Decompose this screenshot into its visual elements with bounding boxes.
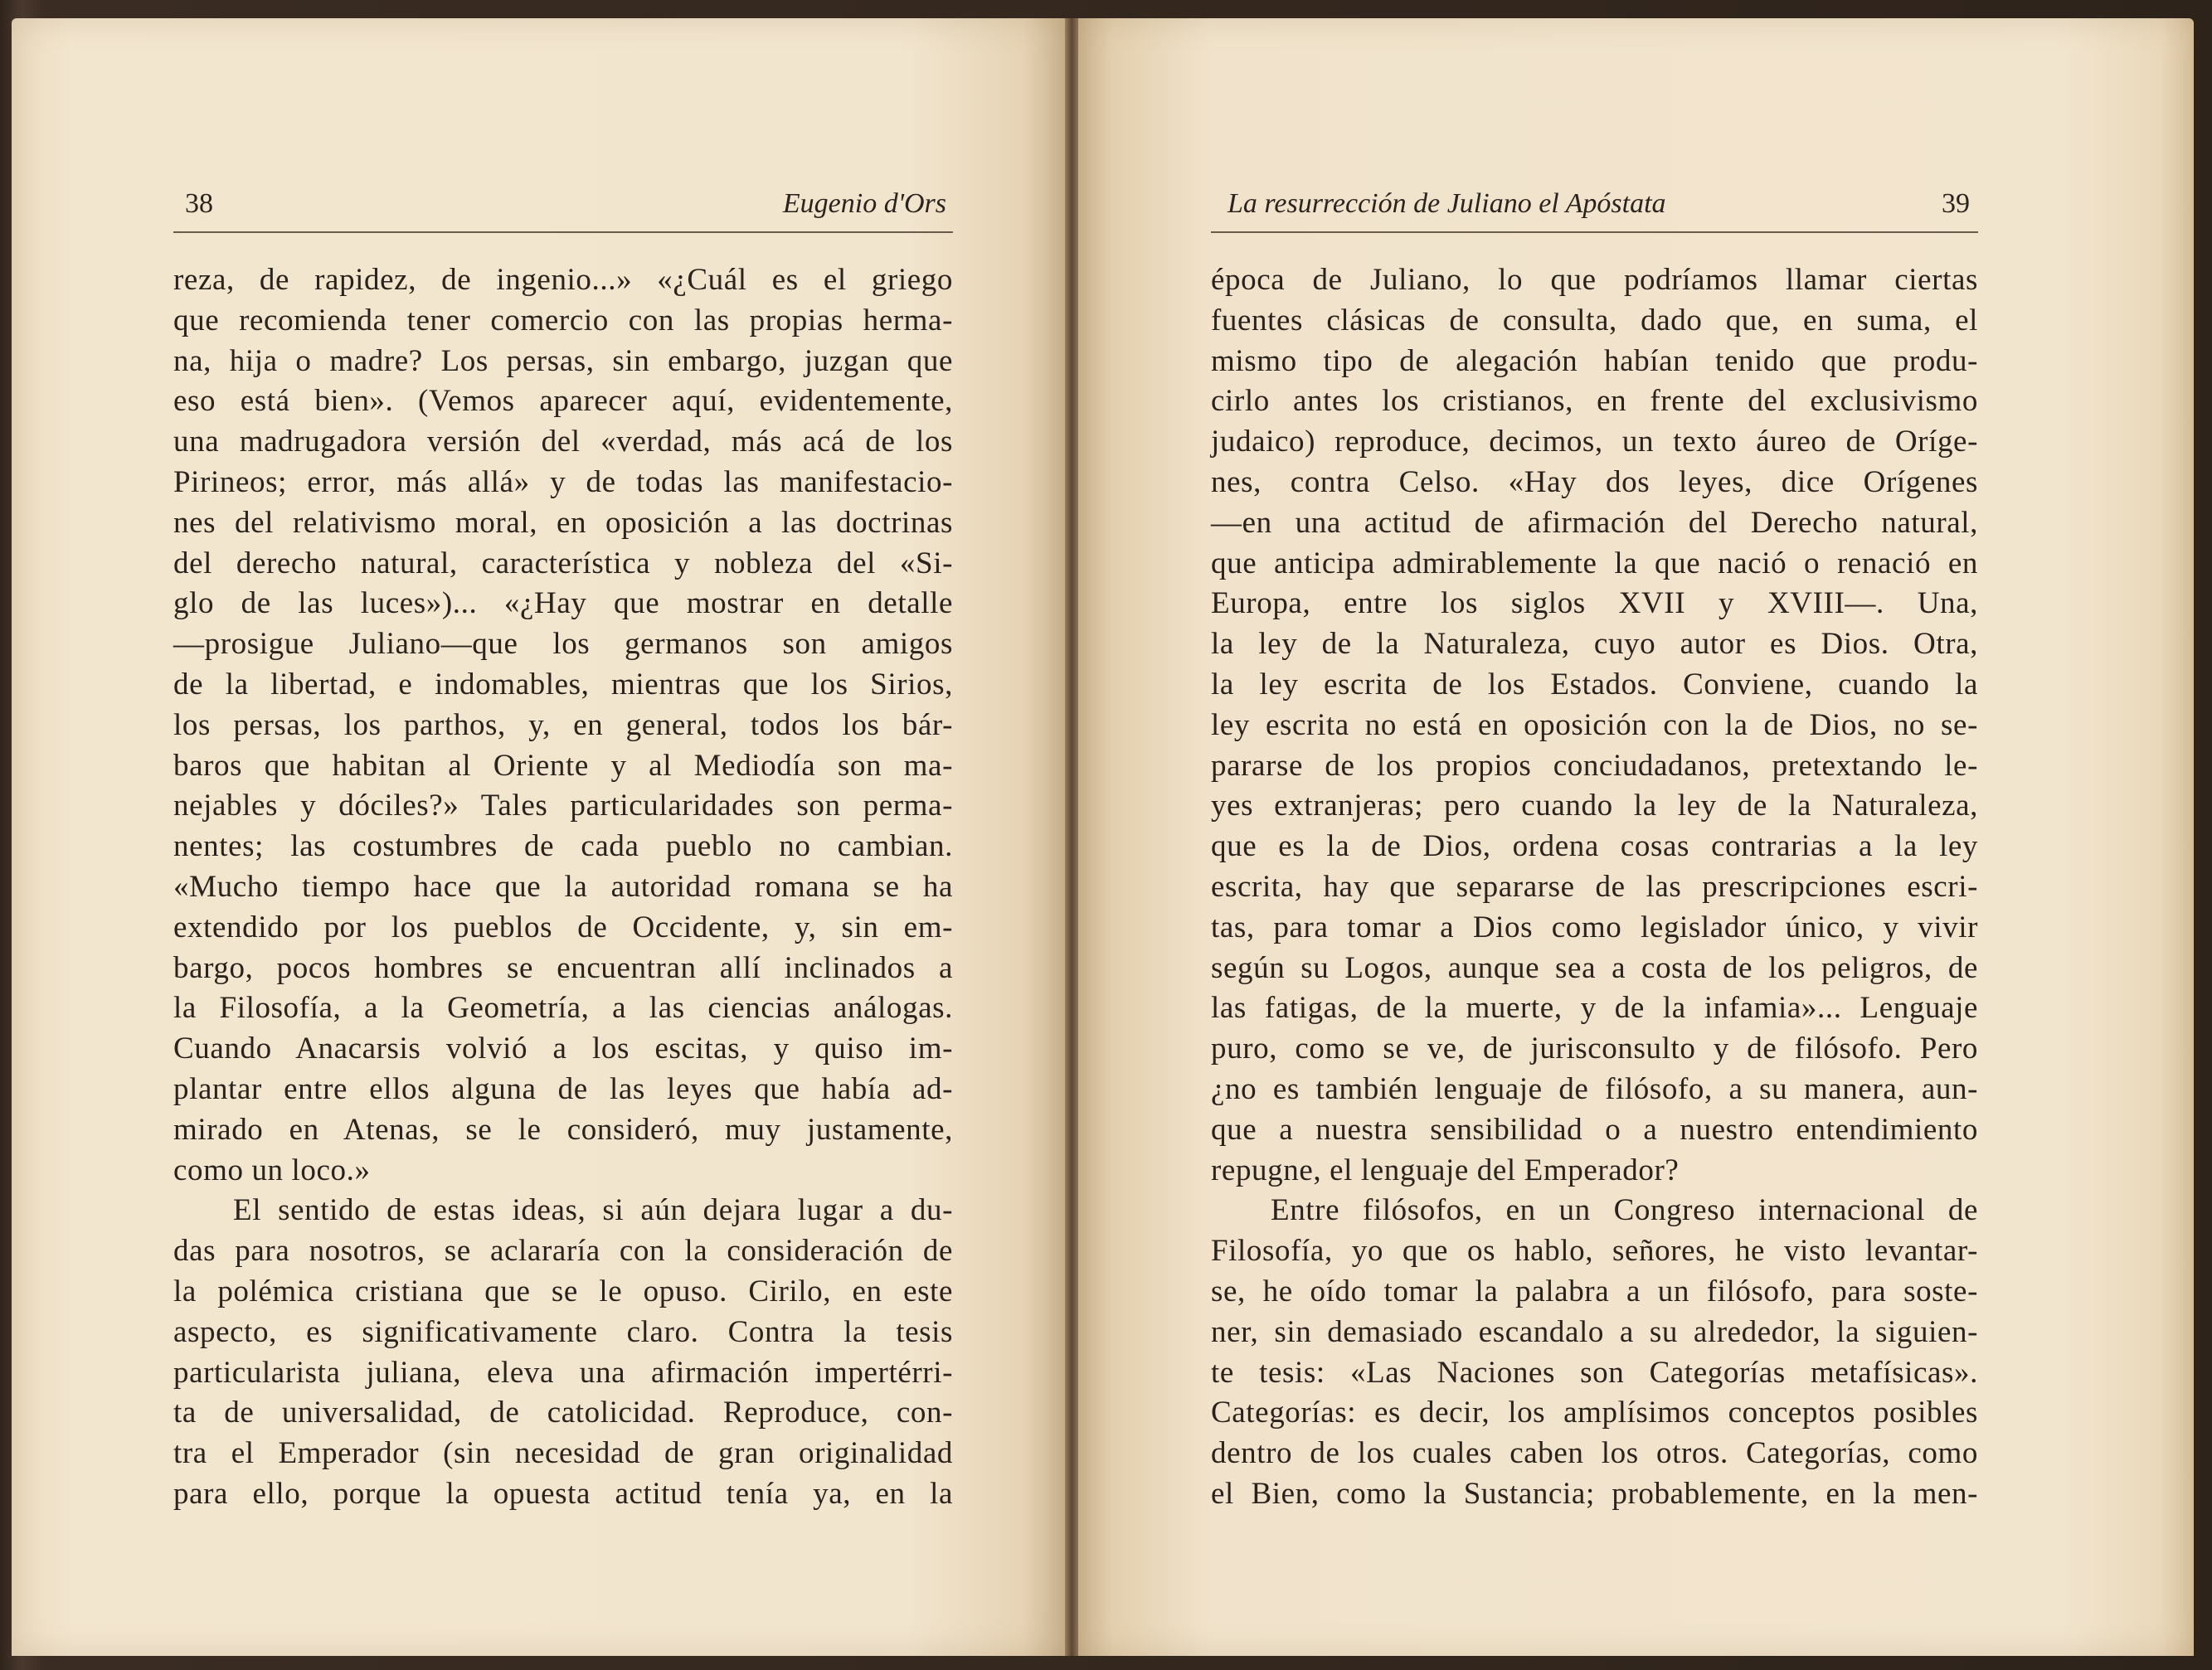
text-line: la Filosofía, a la Geometría, a las ciencias análogas. <box>173 991 953 1026</box>
right-page-header <box>1211 188 1978 233</box>
right-page-body <box>1211 260 1978 1515</box>
text-line: plantar entre ellos alguna de las leyes que había ad- <box>173 1071 953 1106</box>
text-line: —en una actitud de afirmación del Derecho natural, <box>1211 505 1978 540</box>
text-line: glo de las luces»)... «¿Hay que mostrar en detalle <box>173 586 953 621</box>
text-line: bargo, pocos hombres se encuentran allí inclinados a <box>173 950 953 985</box>
text-line: —prosigue Juliano—que los germanos son amigos <box>173 627 953 662</box>
text-line: Europa, entre los siglos XVII y XVIII—. Una, <box>1211 586 1978 621</box>
text-line: mirado en Atenas, se le consideró, muy justamente, <box>173 1112 953 1147</box>
text-line: que es la de Dios, ordena cosas contrarias a la ley <box>1211 829 1978 864</box>
text-line: los persas, los parthos, y, en general, todos los bár- <box>173 707 953 742</box>
text-line: «Mucho tiempo hace que la autoridad romana se ha <box>173 869 953 904</box>
left-page <box>12 18 1065 1656</box>
text-line: das para nosotros, se aclararía con la consideración de <box>173 1234 953 1269</box>
text-line: tra el Emperador (sin necesidad de gran originalidad <box>173 1436 953 1471</box>
page-number: 39 <box>1942 188 1970 219</box>
text-line: Filosofía, yo que os hablo, señores, he visto levantar- <box>1211 1234 1978 1269</box>
text-line: Entre filósofos, en un Congreso internacional de <box>1271 1193 1978 1228</box>
text-line: mismo tipo de alegación habían tenido que produ- <box>1211 343 1978 378</box>
text-line: puro, como se ve, de jurisconsulto y de filósofo. Pero <box>1211 1032 1978 1066</box>
text-line: reza, de rapidez, de ingenio...» «¿Cuál es el griego <box>173 263 953 297</box>
text-line: la ley escrita de los Estados. Conviene, cuando la <box>1211 667 1978 701</box>
text-line: el Bien, como la Sustancia; probablemente, en la men- <box>1211 1476 1978 1511</box>
text-line: Categorías: es decir, los amplísimos conceptos posibles <box>1211 1396 1978 1430</box>
text-line: que a nuestra sensibilidad o a nuestro entendimiento <box>1211 1112 1978 1147</box>
text-line: baros que habitan al Oriente y al Mediodía son ma- <box>173 748 953 783</box>
text-line: extendido por los pueblos de Occidente, y, sin em- <box>173 910 953 944</box>
book-gutter <box>1065 18 1078 1656</box>
text-line: fuentes clásicas de consulta, dado que, en suma, el <box>1211 303 1978 337</box>
text-line: las fatigas, de la muerte, y de la infamia»... Lenguaje <box>1211 991 1978 1026</box>
page-number: 38 <box>185 188 213 219</box>
text-line: una madrugadora versión del «verdad, más acá de los <box>173 425 953 459</box>
text-line: aspecto, es significativamente claro. Contra la tesis <box>173 1314 953 1349</box>
text-line: nes del relativismo moral, en oposición a las doctrinas <box>173 505 953 540</box>
text-line: nes, contra Celso. «Hay dos leyes, dice Orígenes <box>1211 464 1978 499</box>
text-line: particularista juliana, eleva una afirmación impertérri- <box>173 1355 953 1390</box>
left-page-header <box>173 188 953 233</box>
text-line: repugne, el lenguaje del Emperador? <box>1211 1153 1680 1187</box>
text-line: la polémica cristiana que se le opuso. Cirilo, en este <box>173 1274 953 1308</box>
text-line: para ello, porque la opuesta actitud tenía ya, en la <box>173 1476 953 1511</box>
text-line: Cuando Anacarsis volvió a los escitas, y quiso im- <box>173 1032 953 1066</box>
text-line: que recomienda tener comercio con las propias herma- <box>173 303 953 337</box>
text-line: nejables y dóciles?» Tales particularidades son perma- <box>173 789 953 823</box>
text-line: se, he oído tomar la palabra a un filósofo, para soste- <box>1211 1274 1978 1308</box>
text-line: que anticipa admirablemente la que nació o renació en <box>1211 546 1978 580</box>
text-line: ley escrita no está en oposición con la de Dios, no se- <box>1211 707 1978 742</box>
text-line: cirlo antes los cristianos, en frente del exclusivismo <box>1211 384 1978 419</box>
right-page <box>1078 18 2194 1656</box>
text-line: según su Logos, aunque sea a costa de los peligros, de <box>1211 950 1978 985</box>
text-line: escrita, hay que separarse de las prescripciones escri- <box>1211 869 1978 904</box>
left-page-body <box>173 260 953 1515</box>
text-line: judaico) reproduce, decimos, un texto áureo de Oríge- <box>1211 425 1978 459</box>
text-line: eso está bien». (Vemos aparecer aquí, evidentemente, <box>173 384 953 419</box>
text-line: la ley de la Naturaleza, cuyo autor es Dios. Otra, <box>1211 627 1978 662</box>
text-line: yes extranjeras; pero cuando la ley de la Naturaleza, <box>1211 789 1978 823</box>
text-line: te tesis: «Las Naciones son Categorías metafísicas». <box>1211 1355 1978 1390</box>
text-line: Pirineos; error, más allá» y de todas las manifestacio- <box>173 464 953 499</box>
running-head: La resurrección de Juliano el Apóstata <box>1228 188 1666 219</box>
text-line: época de Juliano, lo que podríamos llamar ciertas <box>1211 263 1978 297</box>
running-head: Eugenio d'Ors <box>782 188 946 219</box>
text-line: El sentido de estas ideas, si aún dejara lugar a du- <box>233 1193 953 1228</box>
text-line: ner, sin demasiado escandalo a su alrededor, la siguien- <box>1211 1314 1978 1349</box>
text-line: ta de universalidad, de catolicidad. Reproduce, con- <box>173 1396 953 1430</box>
text-line: del derecho natural, característica y nobleza del «Si- <box>173 546 953 580</box>
text-line: pararse de los propios conciudadanos, pretextando le- <box>1211 748 1978 783</box>
text-line: tas, para tomar a Dios como legislador único, y vivir <box>1211 910 1978 944</box>
text-line: na, hija o madre? Los persas, sin embargo, juzgan que <box>173 343 953 378</box>
text-line: nentes; las costumbres de cada pueblo no cambian. <box>173 829 953 864</box>
text-line: de la libertad, e indomables, mientras que los Sirios, <box>173 667 953 701</box>
text-line: dentro de los cuales caben los otros. Categorías, como <box>1211 1436 1978 1471</box>
text-line: ¿no es también lenguaje de filósofo, a su manera, aun- <box>1211 1071 1978 1106</box>
text-line: como un loco.» <box>173 1153 371 1187</box>
